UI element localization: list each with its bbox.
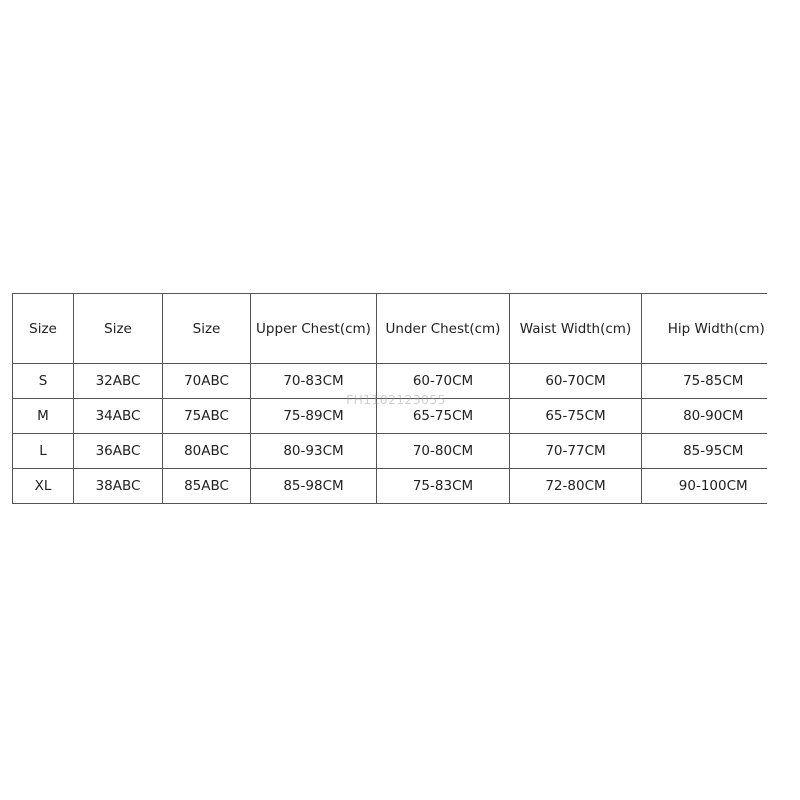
watermark-text: FH1102123055 — [346, 392, 446, 407]
table-cell: 80-90CM — [642, 399, 767, 434]
table-cell: 70ABC — [163, 364, 251, 399]
table-cell: 85-98CM — [251, 469, 377, 504]
table-cell: S — [13, 364, 74, 399]
table-cell: 60-70CM — [377, 364, 510, 399]
header-cell-size-band: Size — [74, 294, 163, 364]
table-row — [13, 434, 767, 469]
table-cell: 75-83CM — [377, 469, 510, 504]
table-cell: L — [13, 434, 74, 469]
header-cell-size: Size — [13, 294, 74, 364]
table-cell: 60-70CM — [510, 364, 642, 399]
table-cell: 80ABC — [163, 434, 251, 469]
table-row — [13, 364, 767, 399]
table-cell: 70-83CM — [251, 364, 377, 399]
header-cell-size-underbust: Size — [163, 294, 251, 364]
table-row — [13, 399, 767, 434]
table-cell: 75ABC — [163, 399, 251, 434]
header-cell-waist-width: Waist Width(cm) — [510, 294, 642, 364]
table-row — [13, 469, 767, 504]
header-cell-upper-chest: Upper Chest(cm) — [251, 294, 377, 364]
header-cell-under-chest: Under Chest(cm) — [377, 294, 510, 364]
table-cell: 85-95CM — [642, 434, 767, 469]
table-header-row — [13, 294, 767, 364]
table-cell: 70-80CM — [377, 434, 510, 469]
table-cell: 90-100CM — [642, 469, 767, 504]
table-cell: 65-75CM — [510, 399, 642, 434]
table-cell: 38ABC — [74, 469, 163, 504]
table-cell: 85ABC — [163, 469, 251, 504]
table-cell: 36ABC — [74, 434, 163, 469]
table-cell: 75-89CM — [251, 399, 377, 434]
table-cell: 70-77CM — [510, 434, 642, 469]
table-cell: 80-93CM — [251, 434, 377, 469]
table-cell: 34ABC — [74, 399, 163, 434]
table-cell: 32ABC — [74, 364, 163, 399]
table-cell: M — [13, 399, 74, 434]
table-cell: 75-85CM — [642, 364, 767, 399]
header-cell-hip-width: Hip Width(cm) — [642, 294, 767, 364]
table-cell: 65-75CM — [377, 399, 510, 434]
table-cell: XL — [13, 469, 74, 504]
table-cell: 72-80CM — [510, 469, 642, 504]
size-chart-table — [12, 293, 767, 504]
